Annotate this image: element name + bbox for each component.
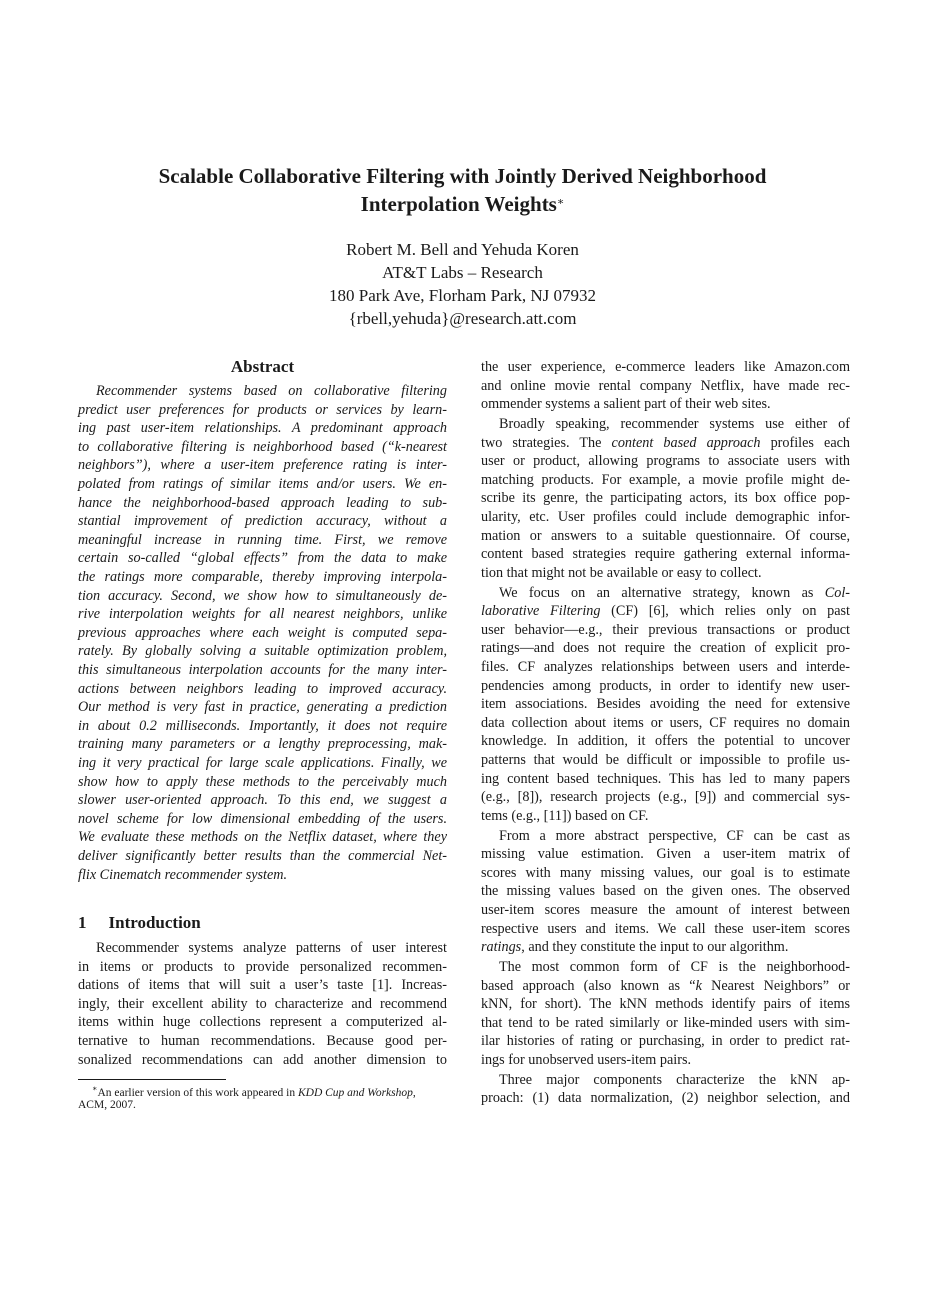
abstract-line: [78, 382, 447, 401]
footnote-text: An earlier version of this work appeared in: [97, 1086, 298, 1099]
text-span: ternative to human recommendations. Because good per-: [78, 1033, 447, 1049]
abstract-line: [78, 735, 447, 754]
abstract-line: [78, 475, 447, 494]
text-span: Broadly speaking, recommender systems use either of: [499, 416, 850, 432]
text-span: pendencies among products, in order to identify new user-: [481, 677, 850, 694]
text-span: item associations. Besides avoiding the need for extensive: [481, 696, 850, 713]
paragraph-line: [481, 882, 850, 901]
abstract-line: [78, 419, 447, 438]
text-span: ilar histories of rating or purchasing, in order to predict rat-: [481, 1033, 850, 1050]
abstract-line: [78, 680, 447, 699]
text-span: files. CF analyzes relationships between users and interde-: [481, 659, 850, 675]
text-span: rately. By globally solving a suitable optimization problem,: [78, 643, 447, 660]
abstract-line: [78, 605, 447, 624]
paragraph-line: [481, 1071, 850, 1090]
paragraph-line: [481, 508, 850, 527]
text-span: polated from ratings of similar items and/or users. We en-: [78, 476, 447, 492]
paragraph-line: [481, 602, 850, 621]
text-span: Nearest Neighbors” or: [701, 977, 851, 994]
emphasis-text: content based approach: [611, 434, 761, 451]
text-span: flix Cinematch recommender system.: [78, 866, 288, 883]
text-span: two strategies. The: [481, 434, 612, 451]
abstract-line: [78, 531, 447, 550]
abstract-line: [78, 810, 447, 829]
paragraph-line: [481, 489, 850, 508]
text-span: the user experience, e-commerce leaders like Amazon.com: [481, 359, 850, 375]
text-span: kNN, for short). The kNN methods identify pairs of items: [481, 996, 850, 1013]
abstract-line: [78, 494, 447, 513]
text-span: meaningful increase in running time. First, we remove: [78, 531, 447, 548]
text-span: training many parameters or a lengthy preprocessing, mak-: [78, 736, 447, 753]
footnote-comma: ,: [412, 1086, 416, 1099]
introduction-line: [78, 939, 447, 958]
paragraph-line: [481, 677, 850, 696]
text-span: ingly, their excellent ability to characterize and recommend: [78, 995, 447, 1012]
abstract-line: [78, 773, 447, 792]
abstract-line: [78, 698, 447, 717]
paragraph-line: [481, 434, 850, 453]
text-span: tems (e.g., [11]) based on CF.: [481, 807, 649, 824]
text-span: Three major components characterize the kNN ap-: [499, 1071, 850, 1088]
paragraph-line: [481, 415, 850, 434]
text-span: user or product, allowing programs to associate users with: [481, 453, 850, 470]
paragraph-line: [481, 732, 850, 751]
footnote-line-2: ACM, 2007.: [78, 1099, 136, 1111]
text-span: Our method is very fast in practice, generating a prediction: [78, 699, 447, 716]
emphasis-text: ratings: [481, 939, 522, 956]
text-span: (e.g., [8]), research projects (e.g., [9]) and commercial sys-: [481, 789, 850, 806]
paragraph-line: [481, 958, 850, 977]
text-span: this simultaneous interpolation accounts for the many inter-: [78, 662, 447, 678]
text-span: From a more abstract perspective, CF can be cast as: [499, 827, 850, 844]
introduction-line: [78, 1051, 447, 1070]
abstract-line: [78, 866, 447, 885]
text-span: rive interpolation weights for all nearest neighbors, unlike: [78, 606, 447, 623]
text-span: the missing values based on the given ones. The observed: [481, 883, 850, 900]
text-span: ing past user-item relationships. A predominant approach: [78, 420, 447, 437]
text-span: stantial improvement of prediction accuracy, without a: [78, 513, 447, 530]
paragraph-line: [481, 938, 850, 957]
section-heading-introduction: [78, 913, 201, 933]
paragraph-line: [481, 864, 850, 883]
text-span: patterns that would be difficult or impossible to profile us-: [481, 752, 850, 768]
text-span: ommender systems a salient part of their web sites.: [481, 396, 771, 413]
paragraph-line: [481, 995, 850, 1014]
introduction-line: [78, 958, 447, 977]
paragraph-line: [481, 977, 850, 996]
text-span: based approach (also known as “: [481, 977, 696, 994]
paragraph-line: [481, 395, 850, 414]
email: {rbell,yehuda}@research.att.com: [348, 309, 577, 328]
text-span: dations of items that will suit a user’s taste [1]. Increas-: [78, 977, 447, 994]
paragraph-line: [481, 1089, 850, 1108]
paragraph-line: [481, 827, 850, 846]
paragraph-line: [481, 807, 850, 826]
text-span: user-item scores measure the amount of interest between: [481, 902, 850, 918]
paragraph-line: [481, 564, 850, 583]
text-span: The most common form of CF is the neighborhood-: [499, 959, 850, 975]
abstract-line: [78, 717, 447, 736]
text-span: sonalized recommendations can add another dimension to: [78, 1051, 447, 1068]
text-span: ratings—and does not require the creation of explicit pro-: [481, 640, 850, 657]
paragraph-line: [481, 1014, 850, 1033]
abstract-line: [78, 549, 447, 568]
abstract-line: [78, 438, 447, 457]
title-footnote-mark: ∗: [556, 196, 565, 208]
text-span: proach: (1) data normalization, (2) neighbor selection, and: [481, 1090, 850, 1107]
paragraph-line: [481, 584, 850, 603]
abstract-line: [78, 456, 447, 475]
authors: Robert M. Bell and Yehuda Koren: [346, 240, 579, 259]
paragraph-line: [481, 920, 850, 939]
text-span: slower user-oriented approach. To this end, we suggest a: [78, 792, 447, 809]
text-span: in items or products to provide personalized recommen-: [78, 958, 447, 975]
text-span: missing value estimation. Given a user-item matrix of: [481, 846, 850, 863]
paragraph-line: [481, 377, 850, 396]
text-span: previous approaches where each weight is computed sepa-: [78, 624, 447, 641]
text-span: certain so-called “global effects” from the data to make: [78, 550, 447, 567]
section-title: Introduction: [108, 913, 201, 932]
text-span: actions between neighbors leading to improved accuracy.: [78, 680, 447, 697]
text-span: user behavior—e.g., their previous transactions or product: [481, 621, 850, 638]
footnote-line-1: [92, 1081, 416, 1101]
text-span: in about 0.2 milliseconds. Importantly, it does not require: [78, 717, 447, 734]
abstract-line: [78, 754, 447, 773]
text-span: ings for unobserved users-item pairs.: [481, 1052, 692, 1068]
text-span: data collection about items or users, CF requires no domain: [481, 714, 850, 731]
text-span: scores with many missing values, our goal is to estimate: [481, 864, 850, 881]
paragraph-line: [481, 695, 850, 714]
abstract-line: [78, 661, 447, 680]
paragraph-line: [481, 770, 850, 789]
title-text: Interpolation Weights: [360, 192, 557, 216]
emphasis-text: Col-: [824, 584, 850, 601]
text-span: predict user preferences for products or services by learn-: [78, 401, 447, 418]
abstract-heading: Abstract: [230, 357, 295, 376]
abstract-line: [78, 828, 447, 847]
text-span: matching products. For example, a movie profile might de-: [481, 471, 850, 488]
abstract-line: [78, 587, 447, 606]
text-span: scribe its genre, the participating actors, its box office pop-: [481, 490, 850, 507]
paragraph-line: [481, 788, 850, 807]
text-span: We focus on an alternative strategy, known as: [499, 584, 825, 601]
paragraph-line: [481, 639, 850, 658]
paragraph-line: [481, 452, 850, 471]
affiliation: AT&T Labs – Research: [382, 263, 543, 282]
text-span: show how to apply these methods to the perceivably much: [78, 773, 447, 790]
emphasis-text: laborative Filtering: [481, 603, 601, 620]
paragraph-line: [481, 621, 850, 640]
text-span: items within huge collections represent a computerized al-: [78, 1014, 447, 1031]
text-span: that tend to be rated similarly or like-minded users with sim-: [481, 1014, 850, 1031]
abstract-line: [78, 642, 447, 661]
text-span: Recommender systems analyze patterns of user interest: [96, 940, 447, 956]
paragraph-line: [481, 901, 850, 920]
paper-title-line-1: Scalable Collaborative Filtering with Jointly Derived Neighborhood: [158, 164, 767, 188]
paragraph-line: [481, 714, 850, 733]
text-span: , and they constitute the input to our algorithm.: [521, 939, 789, 956]
text-span: tion that might not be available or easy to collect.: [481, 564, 762, 581]
text-span: novel scheme for low dimensional embedding of the users.: [78, 810, 447, 827]
abstract-line: [78, 401, 447, 420]
text-span: and online movie rental company Netflix, have made rec-: [481, 377, 850, 394]
paper-title-line-2: [0, 190, 925, 218]
paragraph-line: [481, 845, 850, 864]
footnote-venue: KDD Cup and Workshop: [297, 1086, 413, 1099]
text-span: ing it very practical for large scale applications. Finally, we: [78, 755, 447, 771]
text-span: mation or answers to a suitable questionnaire. Of course,: [481, 527, 850, 544]
paragraph-line: [481, 1032, 850, 1051]
address: 180 Park Ave, Florham Park, NJ 07932: [329, 286, 596, 305]
abstract-line: [78, 847, 447, 866]
abstract-line: [78, 568, 447, 587]
text-span: content based strategies require gathering external informa-: [481, 546, 850, 563]
paragraph-line: [481, 1051, 850, 1070]
text-span: ularity, etc. User profiles could include demographic infor-: [481, 509, 850, 525]
abstract-line: [78, 512, 447, 531]
abstract-line: [78, 791, 447, 810]
text-span: tion accuracy. Second, we show how to simultaneously de-: [78, 587, 447, 604]
paragraph-line: [481, 358, 850, 377]
text-span: neighbors”), where a user-item preference rating is inter-: [78, 457, 447, 474]
emphasis-text: k: [695, 977, 702, 994]
text-span: deliver significantly better results than the commercial Net-: [78, 848, 447, 864]
text-span: hance the neighborhood-based approach leading to sub-: [78, 494, 447, 511]
text-span: to collaborative filtering is neighborhood based (“k-nearest: [78, 438, 447, 455]
text-span: the ratings more comparable, thereby improving interpola-: [78, 569, 447, 585]
paragraph-line: [481, 471, 850, 490]
text-span: respective users and items. We call these user-item scores: [481, 920, 850, 937]
text-span: profiles each: [760, 434, 851, 451]
text-span: ing content based techniques. This has led to many papers: [481, 770, 850, 787]
paragraph-line: [481, 751, 850, 770]
text-span: knowledge. In addition, it offers the potential to uncover: [481, 733, 850, 750]
paragraph-line: [481, 545, 850, 564]
text-span: We evaluate these methods on the Netflix dataset, where they: [78, 829, 447, 846]
introduction-line: [78, 995, 447, 1014]
footnote-rule: [78, 1079, 226, 1080]
introduction-line: [78, 976, 447, 995]
text-span: Recommender systems based on collaborative filtering: [96, 383, 447, 399]
footnote-mark: ∗: [92, 1084, 98, 1093]
section-number: 1: [78, 913, 87, 932]
abstract-line: [78, 624, 447, 643]
introduction-line: [78, 1032, 447, 1051]
paragraph-line: [481, 658, 850, 677]
introduction-line: [78, 1013, 447, 1032]
text-span: (CF) [6], which relies only on past: [600, 603, 850, 620]
paragraph-line: [481, 527, 850, 546]
